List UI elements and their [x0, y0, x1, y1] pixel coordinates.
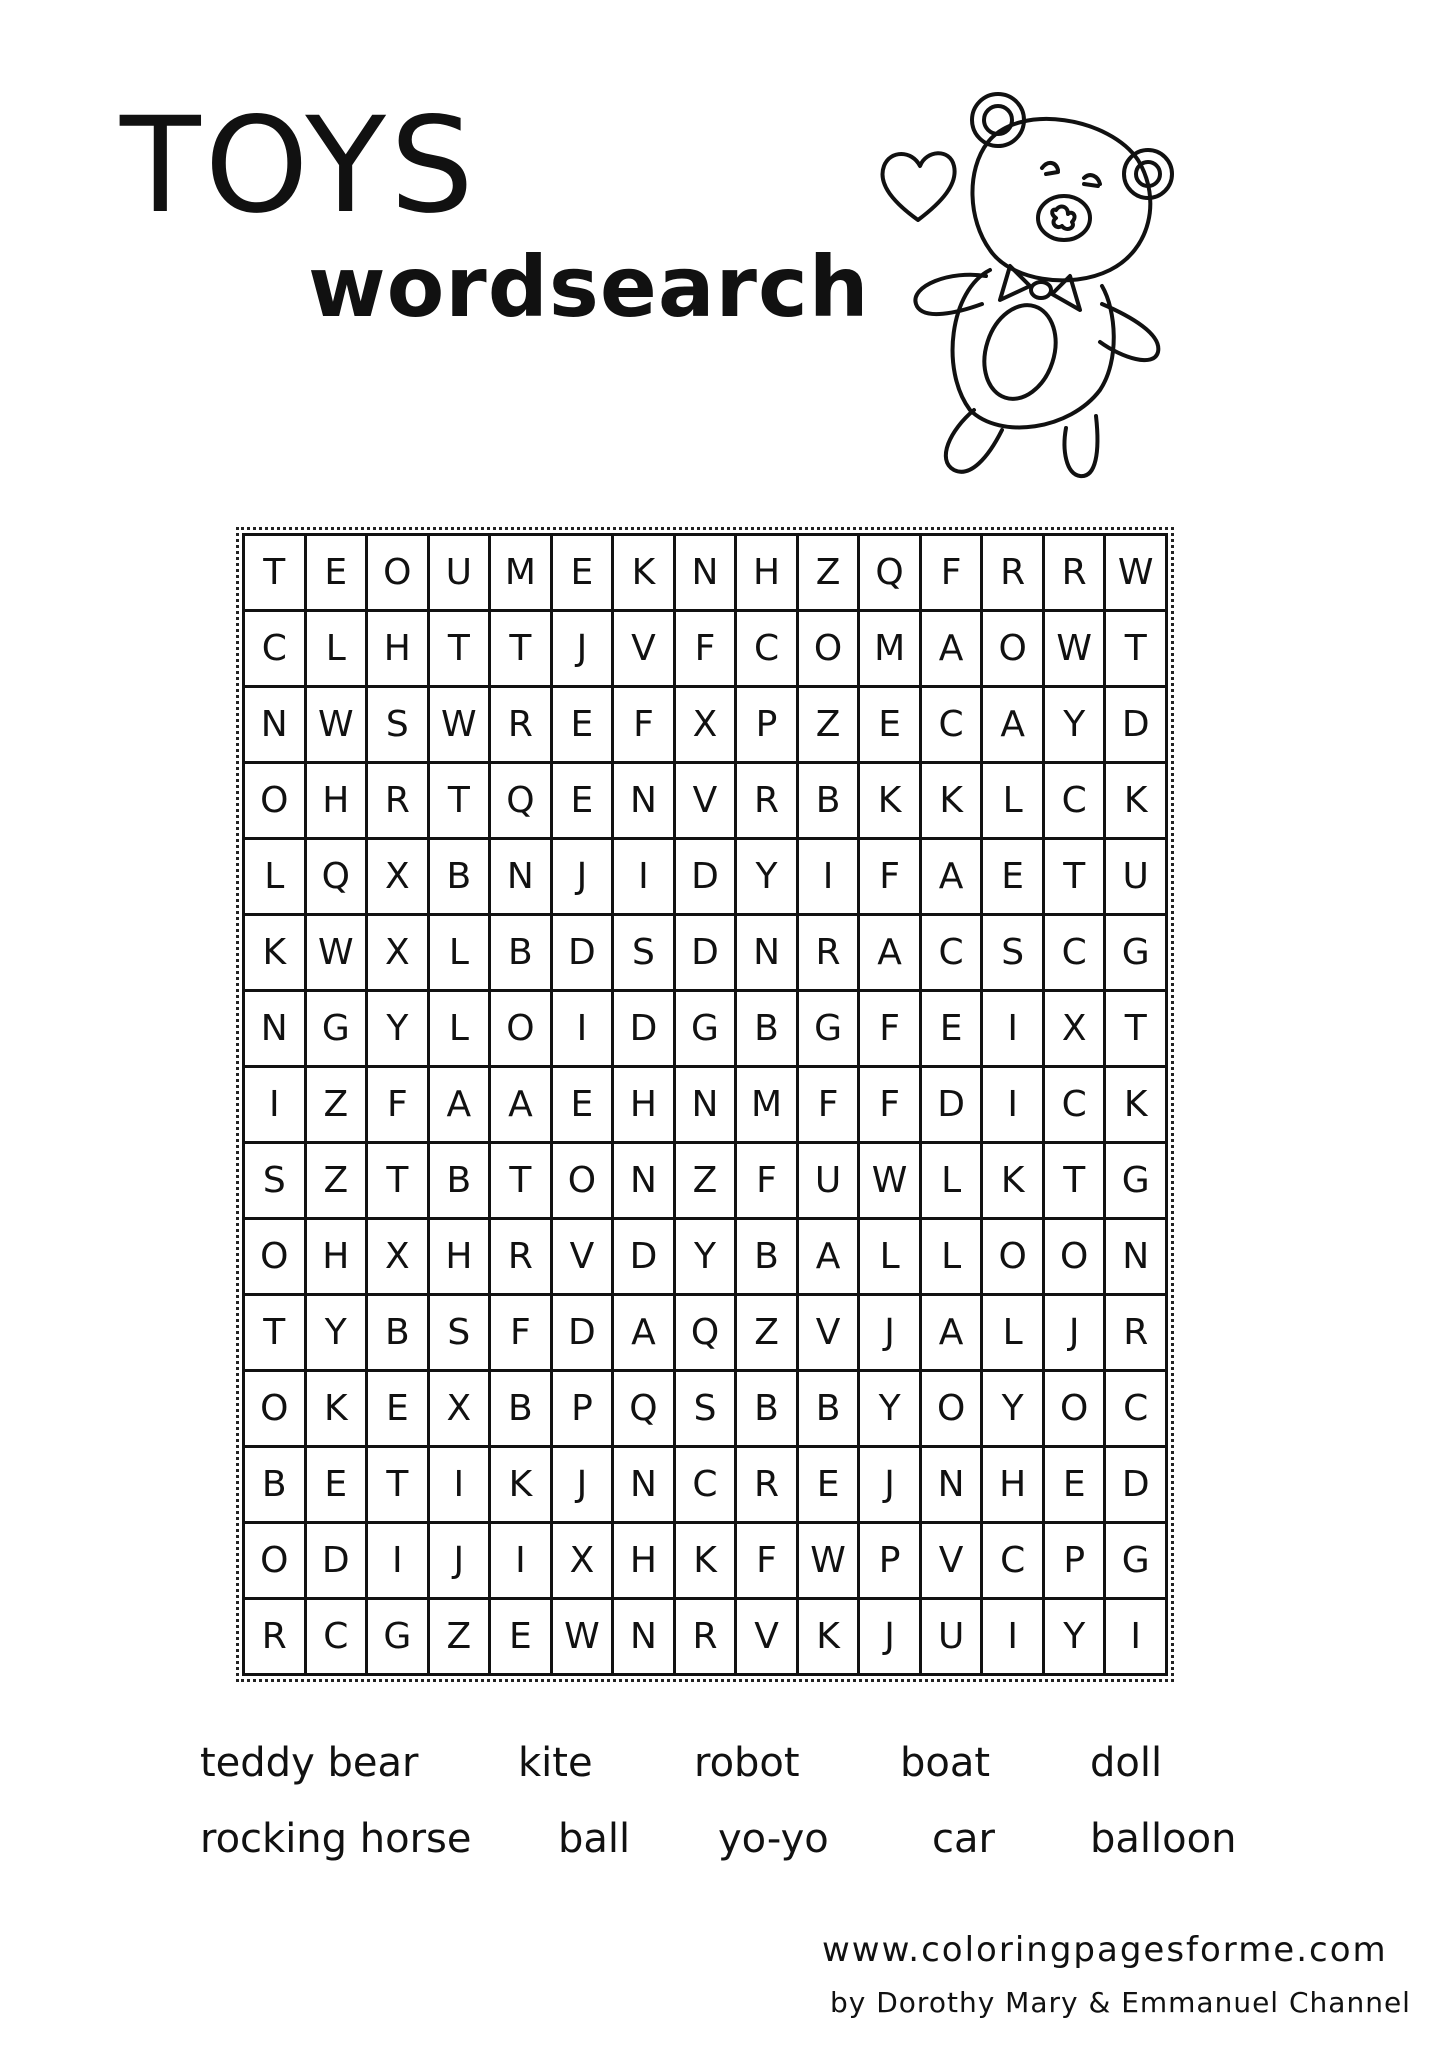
grid-cell: O: [245, 1524, 307, 1600]
grid-cell: I: [799, 840, 861, 916]
grid-cell: G: [1106, 916, 1168, 992]
grid-cell: J: [860, 1600, 922, 1676]
word-item: car: [932, 1816, 995, 1862]
grid-cell: R: [491, 688, 553, 764]
grid-cell: T: [1106, 612, 1168, 688]
grid-cell: Y: [1045, 1600, 1107, 1676]
grid-cell: S: [614, 916, 676, 992]
grid-cell: O: [1045, 1372, 1107, 1448]
grid-cell: F: [860, 840, 922, 916]
grid-cell: B: [491, 1372, 553, 1448]
grid-cell: W: [553, 1600, 615, 1676]
grid-cell: Z: [799, 688, 861, 764]
grid-cell: C: [1045, 1068, 1107, 1144]
grid-cell: L: [430, 992, 492, 1068]
word-item: doll: [1090, 1740, 1163, 1786]
grid-cell: F: [737, 1524, 799, 1600]
grid-cell: V: [799, 1296, 861, 1372]
grid-cell: F: [737, 1144, 799, 1220]
grid-cell: G: [1106, 1524, 1168, 1600]
grid-cell: V: [614, 612, 676, 688]
grid-cell: M: [491, 536, 553, 612]
grid-cell: G: [676, 992, 738, 1068]
grid-cell: J: [553, 840, 615, 916]
grid-cell: Q: [491, 764, 553, 840]
grid-cell: Y: [368, 992, 430, 1068]
grid-cell: F: [676, 612, 738, 688]
grid-cell: W: [1106, 536, 1168, 612]
grid-cell: Z: [737, 1296, 799, 1372]
grid-cell: T: [245, 1296, 307, 1372]
grid-cell: Q: [307, 840, 369, 916]
grid-cell: P: [553, 1372, 615, 1448]
grid-cell: H: [983, 1448, 1045, 1524]
grid-cell: K: [1106, 1068, 1168, 1144]
grid-cell: L: [860, 1220, 922, 1296]
grid-cell: X: [368, 1220, 430, 1296]
grid-cell: O: [553, 1144, 615, 1220]
grid-cell: O: [1045, 1220, 1107, 1296]
grid-cell: A: [983, 688, 1045, 764]
grid-cell: O: [368, 536, 430, 612]
grid-cell: E: [553, 764, 615, 840]
grid-cell: D: [553, 916, 615, 992]
grid-cell: A: [922, 1296, 984, 1372]
grid-cell: U: [922, 1600, 984, 1676]
grid-cell: T: [491, 1144, 553, 1220]
grid-cell: S: [983, 916, 1045, 992]
grid-cell: T: [430, 612, 492, 688]
grid-cell: A: [799, 1220, 861, 1296]
grid-cell: V: [553, 1220, 615, 1296]
grid-cell: X: [553, 1524, 615, 1600]
grid-cell: M: [737, 1068, 799, 1144]
teddy-bear-icon: [870, 90, 1190, 480]
grid-cell: R: [1045, 536, 1107, 612]
grid-cell: A: [922, 840, 984, 916]
grid-cell: S: [676, 1372, 738, 1448]
grid-cell: T: [1045, 840, 1107, 916]
grid-cell: B: [799, 1372, 861, 1448]
grid-cell: R: [737, 764, 799, 840]
grid-cell: A: [491, 1068, 553, 1144]
grid-cell: O: [922, 1372, 984, 1448]
grid-cell: L: [922, 1144, 984, 1220]
grid-cell: P: [860, 1524, 922, 1600]
grid-cell: X: [430, 1372, 492, 1448]
grid-cell: J: [553, 1448, 615, 1524]
grid-cell: L: [922, 1220, 984, 1296]
grid-cell: I: [1106, 1600, 1168, 1676]
grid-cell: H: [307, 764, 369, 840]
grid-cell: Y: [860, 1372, 922, 1448]
grid-cell: Y: [737, 840, 799, 916]
grid-cell: F: [799, 1068, 861, 1144]
grid-cell: O: [245, 1372, 307, 1448]
grid-cell: D: [1106, 688, 1168, 764]
grid-cell: N: [614, 1144, 676, 1220]
grid-cell: C: [1045, 764, 1107, 840]
grid-cell: I: [553, 992, 615, 1068]
grid-cell: G: [307, 992, 369, 1068]
grid-cell: E: [553, 688, 615, 764]
grid-cell: F: [368, 1068, 430, 1144]
grid-cell: D: [1106, 1448, 1168, 1524]
grid-cell: D: [614, 1220, 676, 1296]
grid-cell: J: [1045, 1296, 1107, 1372]
grid-cell: Z: [307, 1144, 369, 1220]
grid-cell: B: [737, 992, 799, 1068]
grid-cell: C: [922, 916, 984, 992]
grid-cell: B: [737, 1220, 799, 1296]
grid-cell: R: [737, 1448, 799, 1524]
grid-cell: D: [922, 1068, 984, 1144]
grid-cell: I: [983, 1068, 1045, 1144]
website-url: www.coloringpagesforme.com: [822, 1930, 1388, 1970]
grid-cell: E: [553, 536, 615, 612]
grid-cell: A: [922, 612, 984, 688]
grid-cell: P: [737, 688, 799, 764]
grid-cell: B: [430, 1144, 492, 1220]
grid-cell: J: [860, 1296, 922, 1372]
grid-cell: Y: [676, 1220, 738, 1296]
grid-cell: N: [614, 764, 676, 840]
grid-cell: O: [491, 992, 553, 1068]
grid-cell: B: [245, 1448, 307, 1524]
grid-cell: K: [676, 1524, 738, 1600]
grid-cell: W: [1045, 612, 1107, 688]
grid-cell: T: [368, 1144, 430, 1220]
grid-cell: E: [491, 1600, 553, 1676]
grid-cell: L: [983, 1296, 1045, 1372]
grid-cell: Q: [860, 536, 922, 612]
grid-cell: I: [430, 1448, 492, 1524]
grid-cell: Z: [676, 1144, 738, 1220]
grid-cell: N: [245, 992, 307, 1068]
grid-cell: Q: [614, 1372, 676, 1448]
grid-cell: Z: [307, 1068, 369, 1144]
grid-cell: B: [368, 1296, 430, 1372]
word-list: [200, 1740, 1260, 1900]
grid-cell: S: [368, 688, 430, 764]
grid-cell: C: [983, 1524, 1045, 1600]
grid-cell: N: [676, 536, 738, 612]
grid-cell: C: [245, 612, 307, 688]
grid-cell: K: [860, 764, 922, 840]
grid-cell: N: [614, 1600, 676, 1676]
grid-cell: E: [553, 1068, 615, 1144]
grid-cell: F: [860, 992, 922, 1068]
grid-cell: N: [491, 840, 553, 916]
grid-cell: R: [1106, 1296, 1168, 1372]
grid-cell: H: [368, 612, 430, 688]
grid-cell: L: [430, 916, 492, 992]
grid-cell: O: [983, 1220, 1045, 1296]
grid-cell: S: [430, 1296, 492, 1372]
heart-icon: [882, 153, 954, 220]
grid-cell: B: [737, 1372, 799, 1448]
grid-cell: J: [553, 612, 615, 688]
grid-cell: A: [430, 1068, 492, 1144]
grid-cell: V: [676, 764, 738, 840]
grid-cell: E: [368, 1372, 430, 1448]
grid-cell: V: [922, 1524, 984, 1600]
grid-cell: R: [245, 1600, 307, 1676]
grid-cell: O: [245, 1220, 307, 1296]
grid-cell: S: [245, 1144, 307, 1220]
grid-cell: F: [614, 688, 676, 764]
grid-cell: K: [614, 536, 676, 612]
word-item: ball: [558, 1816, 631, 1862]
grid-cell: R: [676, 1600, 738, 1676]
grid-cell: I: [491, 1524, 553, 1600]
grid-cell: D: [553, 1296, 615, 1372]
grid-cell: G: [799, 992, 861, 1068]
grid-cell: T: [430, 764, 492, 840]
grid-cell: E: [922, 992, 984, 1068]
word-item: boat: [900, 1740, 991, 1786]
grid-cell: X: [368, 840, 430, 916]
grid-cell: D: [307, 1524, 369, 1600]
grid-cell: N: [1106, 1220, 1168, 1296]
grid-cell: U: [1106, 840, 1168, 916]
grid-cell: W: [307, 916, 369, 992]
grid-cell: P: [1045, 1524, 1107, 1600]
grid-cell: O: [983, 612, 1045, 688]
grid-cell: K: [307, 1372, 369, 1448]
grid-cell: W: [307, 688, 369, 764]
grid-cell: X: [676, 688, 738, 764]
grid-cell: U: [799, 1144, 861, 1220]
grid-cell: F: [922, 536, 984, 612]
word-item: robot: [694, 1740, 800, 1786]
grid-cell: T: [245, 536, 307, 612]
grid-cell: J: [430, 1524, 492, 1600]
grid-cell: B: [799, 764, 861, 840]
word-item: kite: [518, 1740, 593, 1786]
grid-cell: I: [245, 1068, 307, 1144]
grid-cell: E: [799, 1448, 861, 1524]
grid-cell: I: [983, 1600, 1045, 1676]
grid-cell: E: [1045, 1448, 1107, 1524]
grid-cell: Y: [983, 1372, 1045, 1448]
grid-cell: T: [491, 612, 553, 688]
grid-cell: T: [1045, 1144, 1107, 1220]
grid-cell: E: [307, 1448, 369, 1524]
grid-cell: F: [491, 1296, 553, 1372]
grid-cell: G: [1106, 1144, 1168, 1220]
wordsearch-grid: [242, 533, 1168, 1676]
grid-cell: N: [245, 688, 307, 764]
grid-cell: K: [922, 764, 984, 840]
grid-cell: Y: [307, 1296, 369, 1372]
grid-cell: W: [430, 688, 492, 764]
grid-cell: K: [799, 1600, 861, 1676]
grid-cell: C: [1045, 916, 1107, 992]
grid-cell: D: [676, 916, 738, 992]
grid-cell: L: [983, 764, 1045, 840]
author-credit: by Dorothy Mary & Emmanuel Channel: [830, 1986, 1411, 2019]
page-title: TOYS: [120, 89, 478, 243]
grid-cell: I: [614, 840, 676, 916]
grid-cell: U: [430, 536, 492, 612]
grid-cell: K: [245, 916, 307, 992]
grid-cell: X: [368, 916, 430, 992]
grid-cell: F: [860, 1068, 922, 1144]
grid-cell: C: [676, 1448, 738, 1524]
grid-cell: I: [983, 992, 1045, 1068]
word-item: balloon: [1090, 1816, 1237, 1862]
grid-cell: C: [1106, 1372, 1168, 1448]
grid-cell: Z: [430, 1600, 492, 1676]
grid-cell: R: [491, 1220, 553, 1296]
grid-cell: N: [614, 1448, 676, 1524]
grid-cell: N: [676, 1068, 738, 1144]
grid-cell: H: [614, 1068, 676, 1144]
word-item: rocking horse: [200, 1816, 472, 1862]
grid-cell: E: [983, 840, 1045, 916]
grid-cell: L: [307, 612, 369, 688]
grid-cell: A: [860, 916, 922, 992]
grid-cell: T: [368, 1448, 430, 1524]
grid-cell: W: [799, 1524, 861, 1600]
grid-cell: R: [368, 764, 430, 840]
grid-cell: J: [860, 1448, 922, 1524]
grid-cell: N: [737, 916, 799, 992]
grid-cell: D: [614, 992, 676, 1068]
grid-cell: O: [245, 764, 307, 840]
page-subtitle: wordsearch: [308, 238, 870, 336]
grid-cell: K: [1106, 764, 1168, 840]
grid-cell: W: [860, 1144, 922, 1220]
grid-cell: Q: [676, 1296, 738, 1372]
word-item: teddy bear: [200, 1740, 419, 1786]
grid-cell: B: [491, 916, 553, 992]
grid-cell: K: [983, 1144, 1045, 1220]
grid-cell: B: [430, 840, 492, 916]
grid-cell: R: [983, 536, 1045, 612]
grid-cell: O: [799, 612, 861, 688]
grid-cell: V: [737, 1600, 799, 1676]
grid-cell: D: [676, 840, 738, 916]
grid-cell: Y: [1045, 688, 1107, 764]
grid-cell: H: [614, 1524, 676, 1600]
grid-cell: E: [307, 536, 369, 612]
grid-cell: X: [1045, 992, 1107, 1068]
grid-cell: C: [922, 688, 984, 764]
grid-cell: L: [245, 840, 307, 916]
grid-cell: R: [799, 916, 861, 992]
grid-cell: Z: [799, 536, 861, 612]
grid-cell: C: [737, 612, 799, 688]
grid-cell: H: [737, 536, 799, 612]
grid-cell: K: [491, 1448, 553, 1524]
grid-cell: A: [614, 1296, 676, 1372]
grid-cell: E: [860, 688, 922, 764]
grid-cell: M: [860, 612, 922, 688]
grid-cell: H: [307, 1220, 369, 1296]
word-item: yo-yo: [718, 1816, 829, 1862]
grid-cell: I: [368, 1524, 430, 1600]
grid-cell: T: [1106, 992, 1168, 1068]
grid-cell: H: [430, 1220, 492, 1296]
grid-cell: N: [922, 1448, 984, 1524]
grid-cell: C: [307, 1600, 369, 1676]
grid-cell: G: [368, 1600, 430, 1676]
